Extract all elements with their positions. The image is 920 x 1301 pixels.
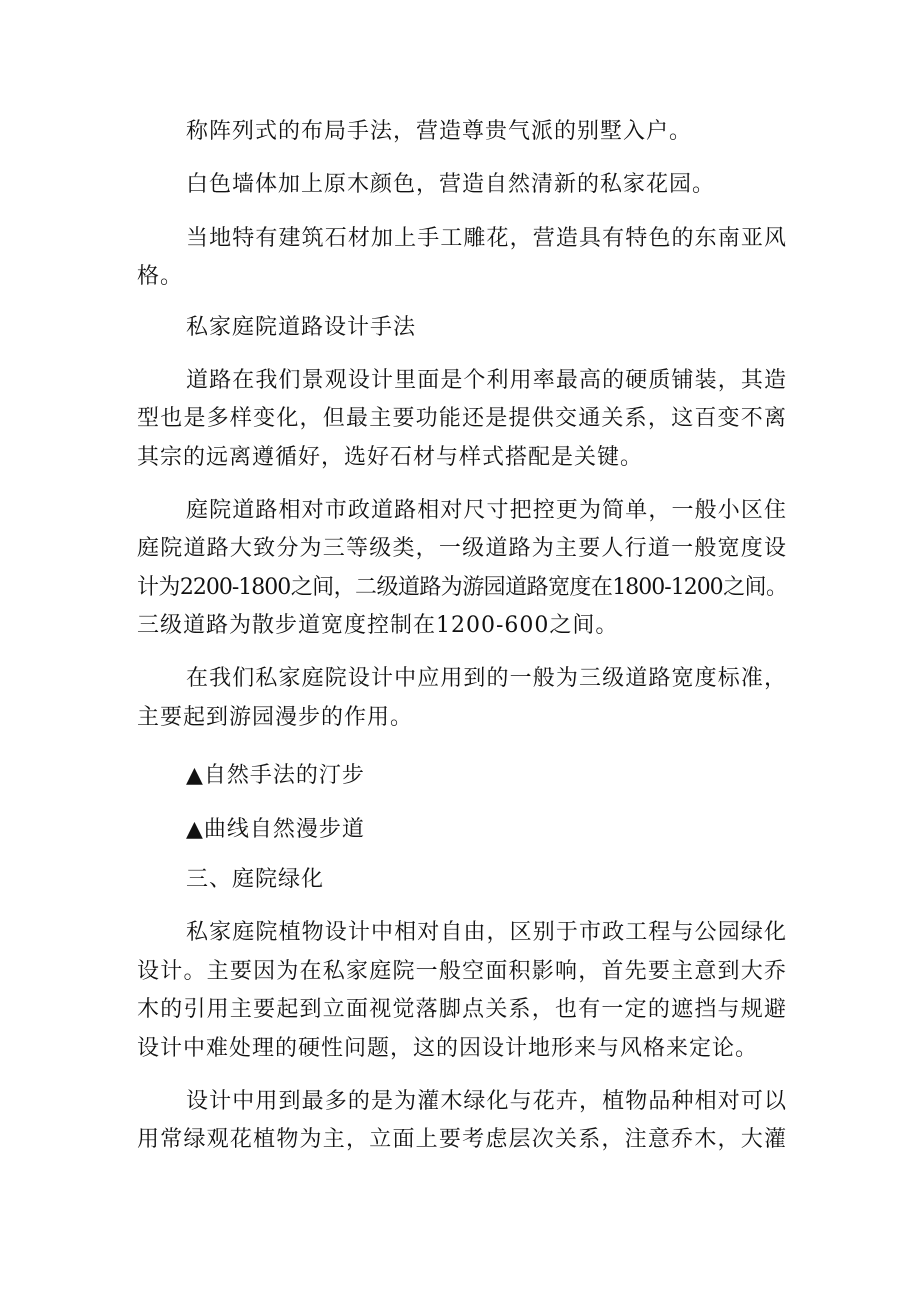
text-line: 三级道路为散步道宽度控制在1200-600之间。 (137, 613, 619, 638)
text-line: 计为2200-1800之间，二级道路为游园道路宽度在1800-1200之间。 (137, 575, 787, 600)
text-line: 设计中用到最多的是为灌木绿化与花卉，植物品种相对可以 (186, 1089, 787, 1114)
text-line: 木的引用主要起到立面视觉落脚点关系，也有一定的遮挡与规避 (137, 997, 787, 1022)
text-line: 型也是多样变化，但最主要功能还是提供交通关系，这百变不离 (137, 406, 787, 431)
text-line: 当地特有建筑石材加上手工雕花，营造具有特色的东南亚风 (186, 226, 787, 251)
section-heading: 私家庭院道路设计手法 (186, 315, 417, 340)
text-line: 用常绿观花植物为主，立面上要考虑层次关系，注意乔木，大灌 (137, 1127, 787, 1152)
section-heading: 三、庭院绿化 (186, 867, 325, 892)
text-line: 其宗的远离遵循好，选好石材与样式搭配是关键。 (137, 445, 644, 470)
text-line: 庭院道路相对市政道路相对尺寸把控更为简单，一般小区住 (186, 498, 787, 523)
image-caption: ▲曲线自然漫步道 (186, 817, 365, 842)
image-caption: ▲自然手法的汀步 (186, 763, 365, 788)
text-line: 设计中难处理的硬性问题，这的因设计地形来与风格来定论。 (137, 1036, 759, 1061)
text-line: 在我们私家庭院设计中应用到的一般为三级道路宽度标准， (186, 666, 787, 691)
text-line: 称阵列式的布局手法，营造尊贵气派的别墅入户。 (186, 119, 693, 144)
text-line: 私家庭院植物设计中相对自由，区别于市政工程与公园绿化 (186, 920, 787, 945)
text-line: 主要起到游园漫步的作用。 (137, 705, 414, 730)
text-line: 设计。主要因为在私家庭院一般空面积影响，首先要主意到大乔 (137, 959, 787, 984)
text-line: 白色墙体加上原木颜色，营造自然清新的私家花园。 (186, 172, 716, 197)
text-line: 道路在我们景观设计里面是个利用率最高的硬质铺装，其造 (186, 368, 787, 393)
text-line: 格。 (137, 264, 184, 289)
text-line: 庭院道路大致分为三等级类，一级道路为主要人行道一般宽度设 (137, 536, 787, 561)
